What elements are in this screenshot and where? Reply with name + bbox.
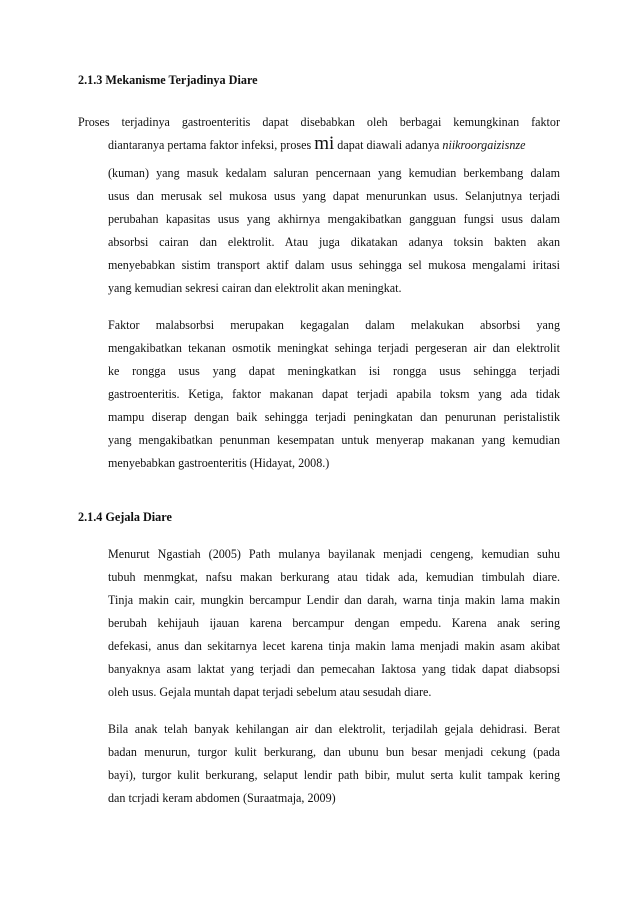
section-heading-2-1-3: 2.1.3 Mekanisme Terjadinya Diare [78, 73, 258, 87]
paragraph-line: berubah kehijauh ijauan karena bercampur dengan empedu. Karena anak sering [108, 616, 560, 630]
paragraph-line: gastroenteritis. Ketiga, faktor makanan dapat terjadi apabila toksm yang ada tidak [108, 387, 560, 401]
paragraph-line: Menurut Ngastiah (2005) Path mulanya bayilanak menjadi cengeng, kemudian suhu [108, 547, 560, 561]
paragraph-line: badan menurun, turgor kulit berkurang, dan ubunu bun besar menjadi cekung (pada [108, 745, 560, 759]
paragraph-line: perubahan kapasitas usus yang akhirnya mengakibatkan gangguan fungsi usus dalam [108, 212, 560, 226]
text-fragment: diantaranya pertama faktor infeksi, proses [108, 138, 312, 152]
paragraph-line: Faktor malabsorbsi merupakan kegagalan dalam melakukan absorbsi yang [108, 318, 560, 332]
text-fragment: dapat diawali adanya [337, 138, 440, 152]
paragraph-line: Proses terjadinya gastroenteritis dapat disebabkan oleh berbagai kemungkinan faktor [78, 115, 560, 129]
paragraph-line: (kuman) yang masuk kedalam saluran pencernaan yang kemudian berkembang dalam [108, 166, 560, 180]
paragraph-line: ke rongga usus yang dapat meningkatkan isi rongga usus sehingga terjadi [108, 364, 560, 378]
paragraph-line-with-mi [108, 133, 560, 154]
paragraph-line: bayi), turgor kulit berkurang, selaput lendir path bibir, mulut serta kulit tampak kering [108, 768, 560, 782]
paragraph-line: usus dan merusak sel mukosa usus yang dapat menurunkan usus. Selanjutnya terjadi [108, 189, 560, 203]
paragraph-line: mengakibatkan tekanan osmotik meningkat sehinga terjadi pergeseran air dan elektrolit [108, 341, 560, 355]
text-fragment-italic: niikroorgaizisnze [442, 138, 526, 152]
paragraph-line-last: oleh usus. Gejala muntah dapat terjadi sebelum atau sesudah diare. [108, 685, 432, 699]
paragraph-line: Bila anak telah banyak kehilangan air dan elektrolit, terjadilah gejala dehidrasi. Berat [108, 722, 560, 736]
paragraph-line-last: yang kemudian sekresi cairan dan elektrolit akan meningkat. [108, 281, 402, 295]
paragraph-line: absorbsi cairan dan elektrolit. Atau juga dikatakan adanya toksin bakten akan [108, 235, 560, 249]
text-fragment-mi: mi [314, 133, 335, 154]
paragraph-line: Tinja makin cair, mungkin bercampur Lendir dan darah, warna tinja makin lama makin [108, 593, 560, 607]
paragraph-line: banyaknya asam laktat yang terjadi dan pemecahan Iaktosa yang tidak dapat diabsopsi [108, 662, 560, 676]
section-heading-2-1-4: 2.1.4 Gejala Diare [78, 510, 172, 524]
paragraph-line: menyebabkan sistim transport aktif dalam usus sehingga sel mukosa mengalami iritasi [108, 258, 560, 272]
paragraph-line: yang mengakibatkan penunman kesempatan untuk menyerap makanan yang kemudian [108, 433, 560, 447]
paragraph-line: defekasi, anus dan sekitarnya lecet karena tinja makin lama menjadi makin asam akibat [108, 639, 560, 653]
paragraph-line-last: menyebabkan gastroenteritis (Hidayat, 2008.) [108, 456, 330, 470]
paragraph-line: mampu diserap dengan baik sehingga terjadi peningkatan dan penurunan peristalistik [108, 410, 560, 424]
paragraph-line: tubuh menmgkat, nafsu makan berkurang atau tidak ada, kemudian timbulah diare. [108, 570, 560, 584]
paragraph-line-last: dan tcrjadi keram abdomen (Suraatmaja, 2009) [108, 791, 336, 805]
